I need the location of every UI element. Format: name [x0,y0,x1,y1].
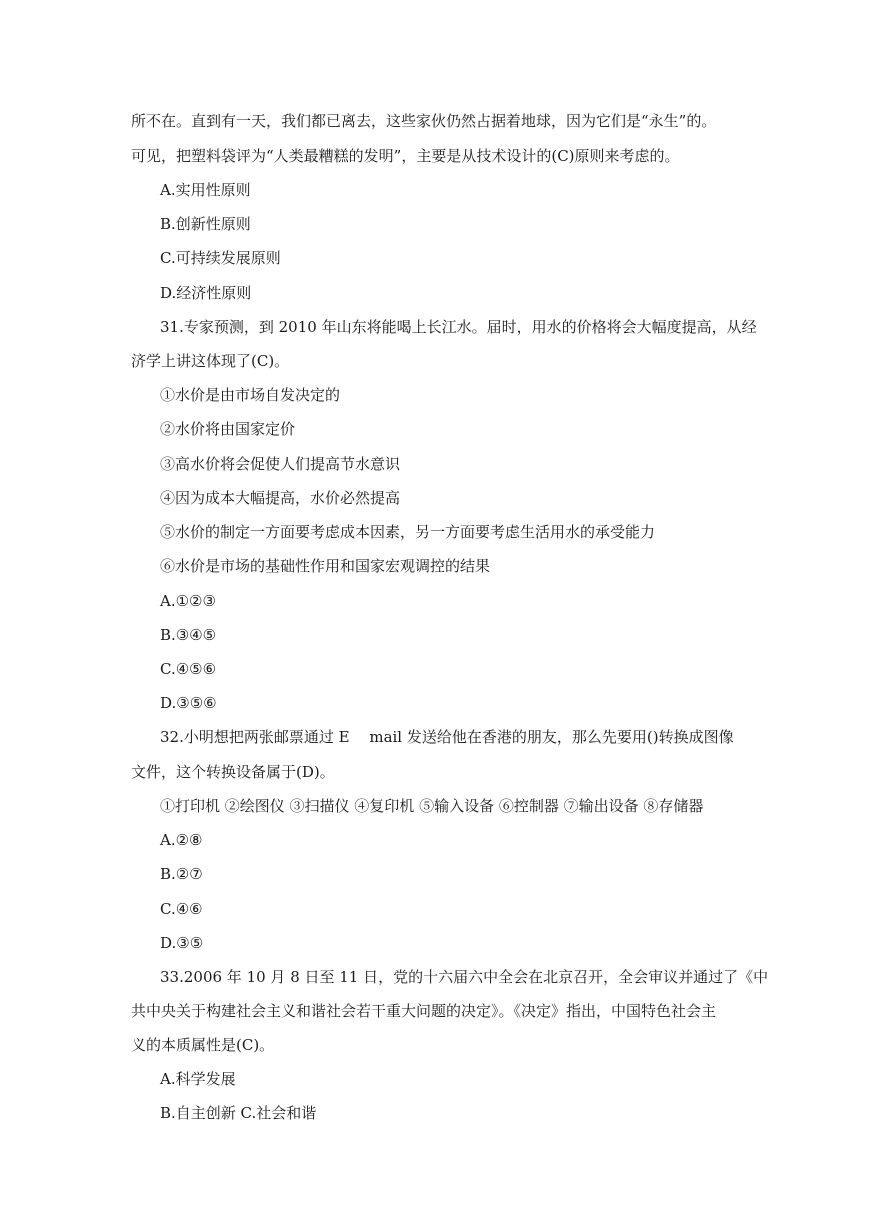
device-list: ①打印机 ②绘图仪 ③扫描仪 ④复印机 ⑤输入设备 ⑥控制器 ⑦输出设备 ⑧存储器 [160,797,704,815]
question-33-continued: 共中央关于构建社会主义和谐社会若干重大问题的决定》。《决定》指出，中国特色社会主 [131,1002,717,1020]
question-32: 32.小明想把两张邮票通过 E mail 发送给他在香港的朋友，那么先要用()转换成图像 [160,728,734,746]
option-b: B.③④⑤ [160,626,217,644]
question-31: 31.专家预测，到 2010 年山东将能喝上长江水。届时，用水的价格将会大幅度提高，从经 [160,318,757,336]
statement-item: ①水价是由市场自发决定的 [160,386,341,404]
option-a: A.科学发展 [160,1070,236,1088]
option-d: D.③⑤ [160,934,204,952]
question-31-continued: 济学上讲这体现了(C)。 [131,352,290,370]
option-a: A.实用性原则 [160,181,251,199]
option-b: B.②⑦ [160,865,203,883]
option-a: A.①②③ [160,592,216,610]
option-c: C.可持续发展原则 [160,249,281,267]
option-a: A.②⑧ [160,831,203,849]
option-d: D.③⑤⑥ [160,694,217,712]
question-33-continued: 义的本质属性是(C)。 [131,1036,275,1054]
paragraph-line: 可见，把塑料袋评为“人类最糟糕的发明”，主要是从技术设计的(C)原则来考虑的。 [131,147,680,165]
question-32-continued: 文件，这个转换设备属于(D)。 [131,763,335,781]
statement-item: ②水价将由国家定价 [160,420,296,438]
statement-item: ④因为成本大幅提高，水价必然提高 [160,489,401,507]
statement-item: ⑤水价的制定一方面要考虑成本因素，另一方面要考虑生活用水的承受能力 [160,523,656,541]
option-b-c: B.自主创新 C.社会和谐 [160,1104,317,1122]
option-b: B.创新性原则 [160,215,251,233]
option-d: D.经济性原则 [160,284,252,302]
paragraph-line: 所不在。直到有一天，我们都已离去，这些家伙仍然占据着地球，因为它们是“永生”的。 [131,112,717,130]
statement-item: ③高水价将会促使人们提高节水意识 [160,455,401,473]
option-c: C.④⑥ [160,900,203,918]
question-33: 33.2006 年 10 月 8 日至 11 日，党的十六届六中全会在北京召开，全会审议并通过了《中 [160,968,769,986]
option-c: C.④⑤⑥ [160,660,217,678]
statement-item: ⑥水价是市场的基础性作用和国家宏观调控的结果 [160,557,491,575]
